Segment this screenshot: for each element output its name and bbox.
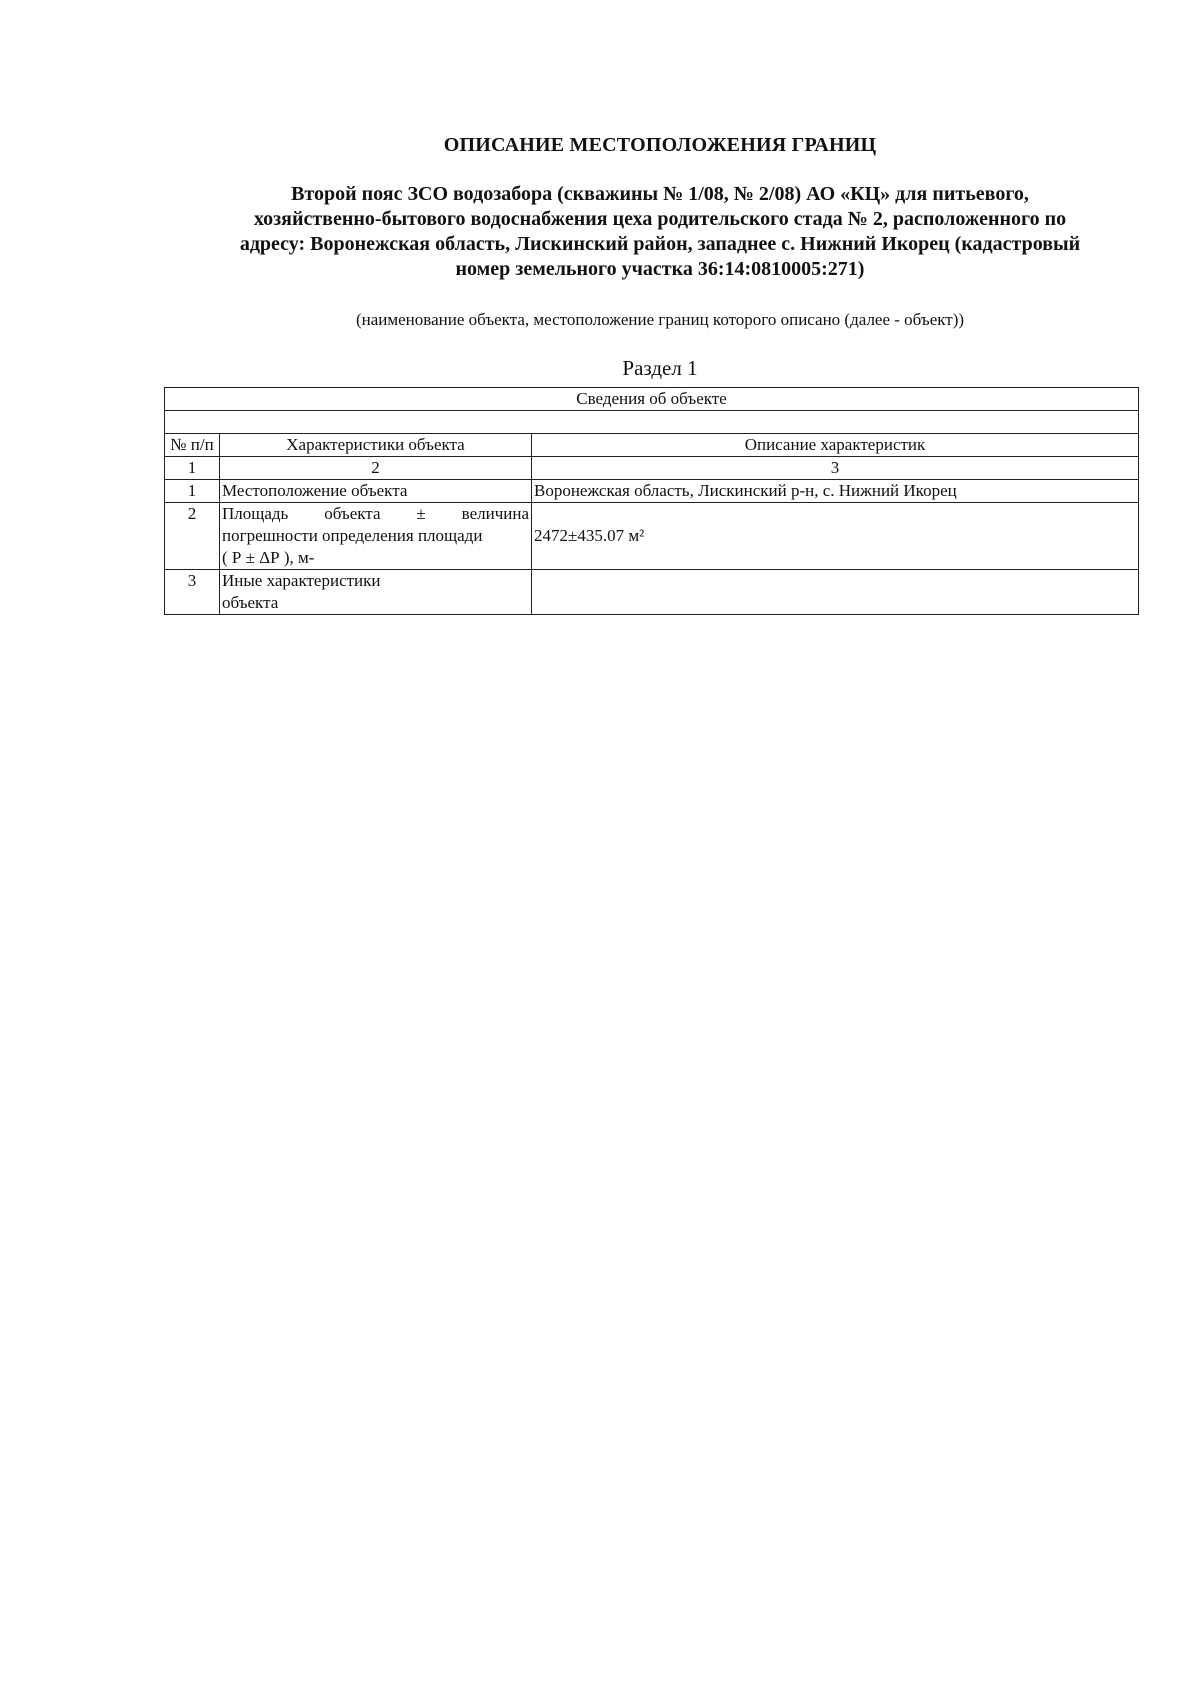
column-number: 3 (532, 457, 1139, 480)
table-row (165, 503, 1139, 570)
column-header-number: № п/п (165, 434, 220, 457)
table-column-numbers-row (165, 457, 1139, 480)
row-description: 2472±435.07 м² (532, 503, 1139, 570)
table-blank-cell (165, 411, 1139, 434)
column-number: 1 (165, 457, 220, 480)
document-title: ОПИСАНИЕ МЕСТОПОЛОЖЕНИЯ ГРАНИЦ (443, 134, 877, 156)
table-columns-row (165, 434, 1139, 457)
row-number: 2 (165, 503, 220, 570)
characteristic-line: Площадь объекта ± величина (222, 504, 529, 523)
row-characteristic: Местоположение объекта (220, 480, 532, 503)
object-caption: (наименование объекта, местоположение границ которого описано (далее - объект)) (355, 310, 965, 329)
column-header-description: Описание характеристик (532, 434, 1139, 457)
subtitle-line: хозяйственно-бытового водоснабжения цеха родительского стада № 2, расположенного по (253, 208, 1067, 230)
characteristic-line: Иные характеристики (222, 571, 381, 590)
subtitle-line: номер земельного участка 36:14:0810005:271) (455, 258, 865, 280)
table-blank-row (165, 411, 1139, 434)
row-number: 3 (165, 570, 220, 615)
row-characteristic (220, 570, 532, 615)
subtitle-line: Второй пояс ЗСО водозабора (скважины № 1/08, № 2/08) АО «КЦ» для питьевого, (291, 183, 1029, 205)
table-header-title: Сведения об объекте (165, 388, 1139, 411)
row-characteristic (220, 503, 532, 570)
row-description (532, 570, 1139, 615)
characteristic-line: ( Р ± ΔР ), м- (222, 548, 315, 567)
object-info-table (164, 387, 1139, 615)
characteristic-line: объекта (222, 593, 279, 612)
characteristic-line: погрешности определения площади (222, 526, 483, 545)
column-header-characteristic: Характеристики объекта (220, 434, 532, 457)
row-number: 1 (165, 480, 220, 503)
row-description: Воронежская область, Лискинский р-н, с. Нижний Икорец (532, 480, 1139, 503)
table-row (165, 570, 1139, 615)
section-label: Раздел 1 (622, 356, 698, 380)
document-subtitle (160, 182, 1160, 282)
table-header-row (165, 388, 1139, 411)
subtitle-line: адресу: Воронежская область, Лискинский район, западнее с. Нижний Икорец (кадастровый (239, 233, 1081, 255)
column-number: 2 (220, 457, 532, 480)
table-row (165, 480, 1139, 503)
